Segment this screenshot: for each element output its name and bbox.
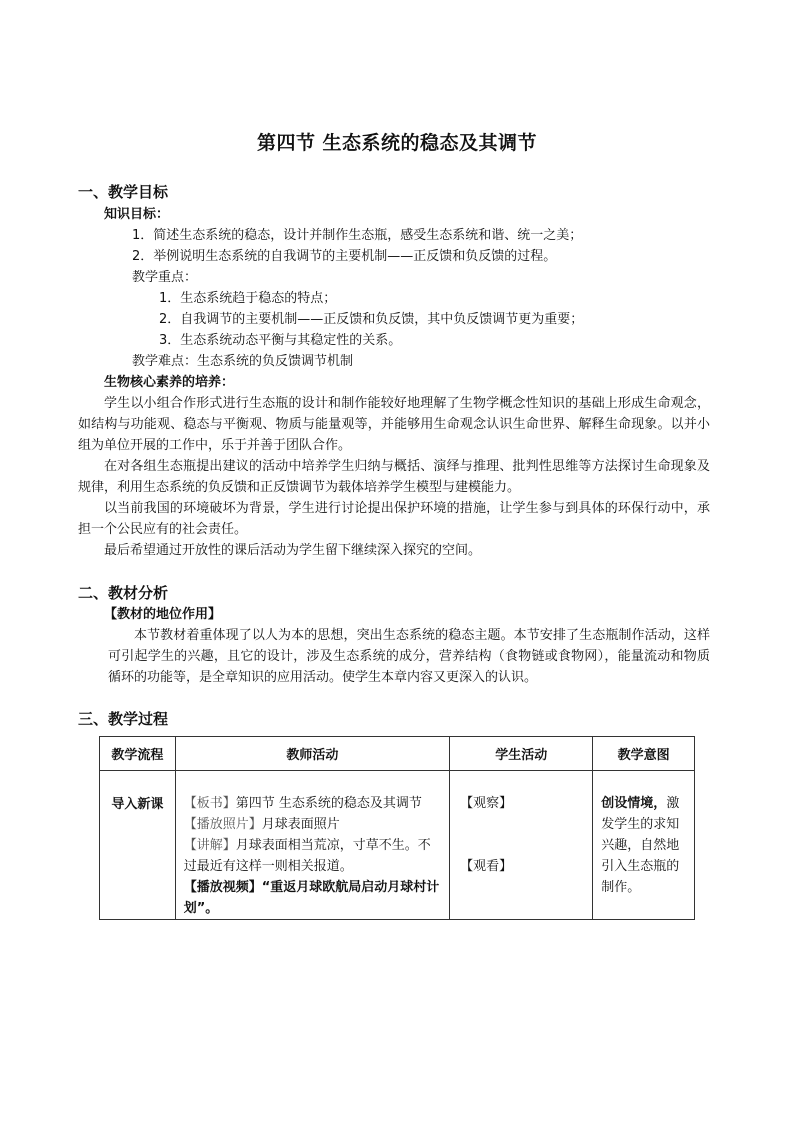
knowledge-goals-label: 知识目标： [104, 207, 170, 222]
student-activity: 【观看】 [460, 859, 513, 874]
key-point-item: 3．生态系统动态平衡与其稳定性的关系。 [159, 333, 402, 348]
activity-text: 月球表面照片 [261, 817, 340, 832]
activity-text: 第四节 生态系统的稳态及其调节 [235, 796, 422, 811]
core-literacy-label: 生物核心素养的培养： [104, 375, 235, 390]
intent-text: 激发学生的求知兴趣，自然地引入生态瓶的制作。 [601, 796, 680, 895]
activity-tag: 【播放照片】 [183, 817, 262, 832]
activity-tag: 【板书】 [183, 796, 236, 811]
key-points-label: 教学重点： [132, 270, 198, 285]
core-paragraph: 以当前我国的环境破坏为背景，学生进行讨论提出保护环境的措施，让学生参与到具体的环保行动中，承担一个公民应有的社会责任。 [78, 501, 710, 537]
key-point-item: 2．自我调节的主要机制——正反馈和负反馈，其中负反馈调节更为重要； [159, 312, 584, 327]
key-point-item: 1．生态系统趋于稳态的特点； [159, 291, 337, 306]
header-teacher: 教师活动 [175, 737, 449, 771]
table-row [100, 771, 695, 920]
header-flow: 教学流程 [100, 737, 176, 771]
teaching-intent-cell [593, 771, 695, 920]
section-heading-process: 三、教学过程 [78, 710, 169, 728]
goal-item: 2．举例说明生态系统的自我调节的主要机制——正反馈和负反馈的过程。 [132, 249, 557, 264]
goal-item: 1．简述生态系统的稳态，设计并制作生态瓶，感受生态系统和谐、统一之美； [132, 228, 583, 243]
flow-cell: 导入新课 [100, 771, 176, 920]
teaching-process-table [99, 736, 695, 920]
activity-text: “重返月球欧航局启动月球村计划”。 [183, 880, 440, 916]
activity-tag: 【播放视频】 [183, 880, 262, 895]
material-role-label: 【教材的地位作用】 [104, 607, 222, 622]
core-paragraph: 在对各组生态瓶提出建议的活动中培养学生归纳与概括、演绎与推理、批判性思维等方法探讨生命现象及规律，利用生态系统的负反馈和正反馈调节为载体培养学生模型与建模能力。 [78, 459, 710, 495]
header-intent: 教学意图 [593, 737, 695, 771]
section-heading-material: 二、教材分析 [78, 584, 169, 602]
core-paragraph: 学生以小组合作形式进行生态瓶的设计和制作能较好地理解了生物学概念性知识的基础上形成生命观念，如结构与功能观、稳态与平衡观、物质与能量观等，并能够用生命观念认识生命世界、解释生命现象。以并小组为单位开展的工作中，乐于并善于团队合作。 [78, 396, 710, 453]
material-paragraph: 本节教材着重体现了以人为本的思想，突出生态系统的稳态主题。本节安排了生态瓶制作活动，这样可引起学生的兴趣，且它的设计，涉及生态系统的成分，营养结构（食物链或食物网），能量流动和物质循环的功能等，是全章知识的应用活动。使学生本章内容又更深入的认识。 [108, 628, 710, 685]
page-title: 第四节 生态系统的稳态及其调节 [256, 132, 538, 154]
table-header-row [100, 737, 695, 771]
student-activity-cell [450, 771, 593, 920]
activity-tag: 【讲解】 [183, 838, 236, 853]
teaching-difficulty: 教学难点：生态系统的负反馈调节机制 [132, 354, 354, 369]
activity-text: 月球表面相当荒凉，寸草不生。不过最近有这样一则相关报道。 [183, 838, 431, 874]
teacher-activity-cell [175, 771, 449, 920]
student-activity: 【观察】 [460, 796, 513, 811]
core-paragraph: 最后希望通过开放性的课后活动为学生留下继续深入探究的空间。 [104, 543, 482, 558]
header-student: 学生活动 [450, 737, 593, 771]
intent-bold: 创设情境， [601, 796, 667, 811]
section-heading-objectives: 一、教学目标 [78, 183, 169, 201]
